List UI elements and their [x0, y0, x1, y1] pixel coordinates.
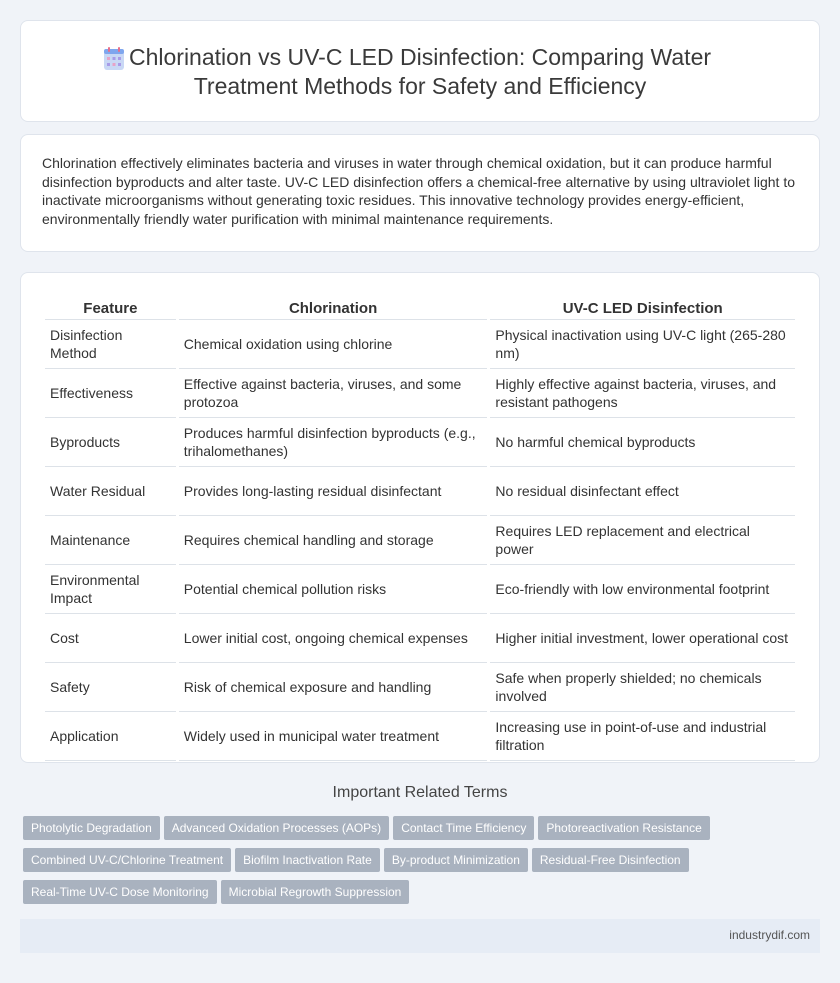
footer-site-link[interactable]: industrydif.com [729, 928, 810, 942]
table-cell-feature: Water Residual [45, 467, 176, 516]
table-cell-feature: Safety [45, 663, 176, 712]
intro-card [20, 134, 820, 252]
intro-paragraph: Chlorination effectively eliminates bacteria and viruses in water through chemical oxidation, but it can produce harmful disinfection byproducts and alter taste. UV-C LED disinfection offers a chemical-free alternative by using ultraviolet light to inactivate microorganisms without generating toxic residues. This innovative technology provides energy-efficient, environmentally friendly water purification with minimal maintenance requirements. [42, 155, 796, 227]
table-cell-feature: Environmental Impact [45, 565, 176, 614]
table-row [45, 516, 795, 565]
related-term-tag[interactable]: Combined UV-C/Chlorine Treatment [23, 848, 231, 872]
table-cell-uvc: Physical inactivation using UV-C light (265-280 nm) [490, 320, 795, 369]
page-title-line-2: Treatment Methods for Safety and Efficiency [193, 73, 647, 99]
table-cell-uvc: Safe when properly shielded; no chemicals involved [490, 663, 795, 712]
table-cell-chlorination: Produces harmful disinfection byproducts (e.g., trihalomethanes) [179, 418, 488, 467]
related-terms-heading: Important Related Terms [332, 784, 508, 801]
table-cell-chlorination: Requires chemical handling and storage [179, 516, 488, 565]
table-row [45, 663, 795, 712]
related-term-tag[interactable]: Contact Time Efficiency [393, 816, 534, 840]
table-cell-chlorination: Effective against bacteria, viruses, and some protozoa [179, 369, 488, 418]
table-cell-chlorination: Potential chemical pollution risks [179, 565, 488, 614]
comparison-table-card [20, 272, 820, 763]
header-feature: Feature [45, 296, 176, 320]
table-cell-uvc: Requires LED replacement and electrical power [490, 516, 795, 565]
table-cell-chlorination: Lower initial cost, ongoing chemical expenses [179, 614, 488, 663]
title-card [20, 20, 820, 122]
table-cell-chlorination: Risk of chemical exposure and handling [179, 663, 488, 712]
table-cell-uvc: Highly effective against bacteria, viruses, and resistant pathogens [490, 369, 795, 418]
table-cell-feature: Cost [45, 614, 176, 663]
related-term-tag[interactable]: Photoreactivation Resistance [538, 816, 709, 840]
table-row [45, 418, 795, 467]
table-row [45, 565, 795, 614]
page-title-line-1: Chlorination vs UV-C LED Disinfection: Comparing Water [128, 44, 712, 70]
related-term-tag[interactable]: Residual-Free Disinfection [532, 848, 689, 872]
table-row [45, 369, 795, 418]
table-row [45, 712, 795, 761]
table-cell-chlorination: Provides long-lasting residual disinfectant [179, 467, 488, 516]
table-row [45, 320, 795, 369]
related-term-tag[interactable]: Microbial Regrowth Suppression [221, 880, 410, 904]
header-uvc-led: UV-C LED Disinfection [490, 296, 795, 320]
table-cell-feature: Byproducts [45, 418, 176, 467]
table-cell-uvc: Higher initial investment, lower operational cost [490, 614, 795, 663]
table-row [45, 614, 795, 663]
related-term-tag[interactable]: Biofilm Inactivation Rate [235, 848, 380, 872]
comparison-table [42, 296, 798, 761]
table-cell-feature: Maintenance [45, 516, 176, 565]
table-cell-uvc: No harmful chemical byproducts [490, 418, 795, 467]
footer [20, 919, 820, 953]
table-cell-feature: Effectiveness [45, 369, 176, 418]
table-cell-feature: Application [45, 712, 176, 761]
page-title [21, 43, 819, 101]
table-row [45, 467, 795, 516]
related-term-tag[interactable]: Advanced Oxidation Processes (AOPs) [164, 816, 389, 840]
table-cell-chlorination: Chemical oxidation using chlorine [179, 320, 488, 369]
header-chlorination: Chlorination [179, 296, 488, 320]
related-term-tag[interactable]: Real-Time UV-C Dose Monitoring [23, 880, 217, 904]
table-cell-uvc: Increasing use in point-of-use and industrial filtration [490, 712, 795, 761]
related-terms-list [23, 816, 723, 912]
table-cell-uvc: Eco-friendly with low environmental footprint [490, 565, 795, 614]
related-term-tag[interactable]: By-product Minimization [384, 848, 528, 872]
table-header-row [45, 296, 795, 320]
table-cell-feature: Disinfection Method [45, 320, 176, 369]
table-cell-uvc: No residual disinfectant effect [490, 467, 795, 516]
related-term-tag[interactable]: Photolytic Degradation [23, 816, 160, 840]
table-cell-chlorination: Widely used in municipal water treatment [179, 712, 488, 761]
